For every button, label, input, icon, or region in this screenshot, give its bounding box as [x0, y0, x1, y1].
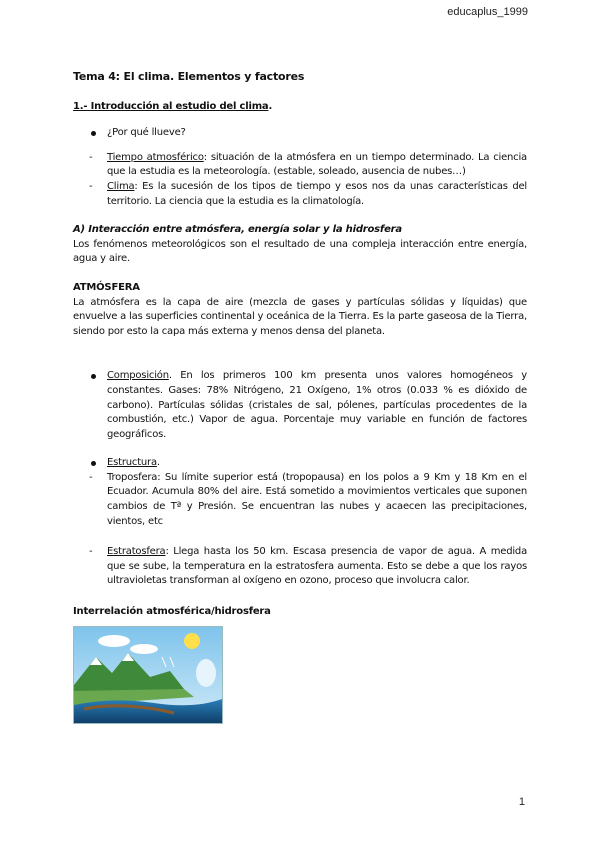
definition-tiempo — [73, 151, 527, 180]
term-estratosfera: Estratosfera — [107, 546, 166, 558]
section1-heading-text: 1.- Introducción al estudio del clima — [73, 100, 269, 112]
bullet-dot — [91, 461, 96, 466]
troposfera-text: Troposfera: Su límite superior está (tropopausa) en los polos a 9 Km y 18 Km en el Ecuador. Acumula 80% del aire. Está sometido a movimientos verticales que suponen cambios de Tª y Presión. Se encuentran las nubes y acaecen las precipitaciones, vientos, etc — [107, 471, 527, 527]
composicion-text: . En los primeros 100 km presenta unos valores homogéneos y constantes. Gases: 78% Nitrógeno, 21 Oxígeno, 1% otros (0.033 % es dióxido de carbono). Partículas sólidas (cristales de sal, pólenes, partículas procedentes de la combustión, etc.) Vapor de agua. Porcentaje muy variable en función de factores geográficos. — [107, 370, 527, 440]
question-bullet: ¿Por qué llueve? — [73, 126, 527, 141]
troposfera-item — [73, 471, 527, 529]
page-number: 1 — [518, 796, 525, 808]
dash-marker: - — [89, 151, 93, 163]
estructura-end: . — [156, 457, 160, 469]
document-body — [73, 70, 527, 724]
estructura-item — [73, 456, 527, 471]
estratosfera-item — [73, 545, 527, 589]
def-clima: : Es la sucesión de los tipos de tiempo y esos nos da unas características del territorio. La ciencia que la estudia es la climatología. — [107, 180, 527, 207]
term-composicion: Composición — [107, 370, 169, 382]
def-tiempo: : situación de la atmósfera en un tiempo determinado. La ciencia que la estudia es la meteorología. (estable, soleado, ausencia de nubes…) — [107, 151, 527, 178]
sectionA-text: Los fenómenos meteorológicos son el resultado de una compleja interacción entre energía, agua y aire. — [73, 238, 527, 265]
composicion-item — [73, 369, 527, 442]
estratosfera-text: : Llega hasta los 50 km. Escasa presencia de vapor de agua. A medida que se sube, la temperatura en la estratosfera aumenta. Esto se debe a que los rayos ultravioletas transforman al oxígeno en ozono, proceso que involucra calor. — [107, 546, 527, 587]
dash-marker: - — [89, 471, 93, 483]
document-title: Tema 4: El clima. Elementos y factores — [73, 70, 305, 83]
dash-marker: - — [89, 180, 93, 192]
water-cycle-image — [73, 626, 223, 724]
interrelacion-heading: Interrelación atmosférica/hidrosfera — [73, 606, 271, 618]
bullet-dot — [91, 374, 96, 379]
watermark: educaplus_1999 — [447, 6, 528, 18]
atmosfera-text: La atmósfera es la capa de aire (mezcla de gases y partículas sólidas y líquidas) que envuelve a las superficies continental y oceánica de la Tierra. Es la parte gaseosa de la Tierra, siendo por esto la capa más externa y menos densa del planeta. — [73, 296, 527, 337]
term-tiempo: Tiempo atmosférico — [107, 151, 204, 163]
sectionA-heading: A) Interacción entre atmósfera, energía solar y la hidrosfera — [73, 224, 402, 236]
definition-clima — [73, 180, 527, 209]
dash-marker: - — [89, 546, 93, 558]
water-cycle-illustration — [74, 627, 222, 723]
term-estructura: Estructura — [107, 457, 157, 469]
term-clima: Clima — [107, 180, 135, 192]
atmosfera-heading: ATMÓSFERA — [73, 281, 140, 293]
section1-heading-end: . — [268, 100, 273, 112]
section1-heading — [73, 100, 527, 115]
